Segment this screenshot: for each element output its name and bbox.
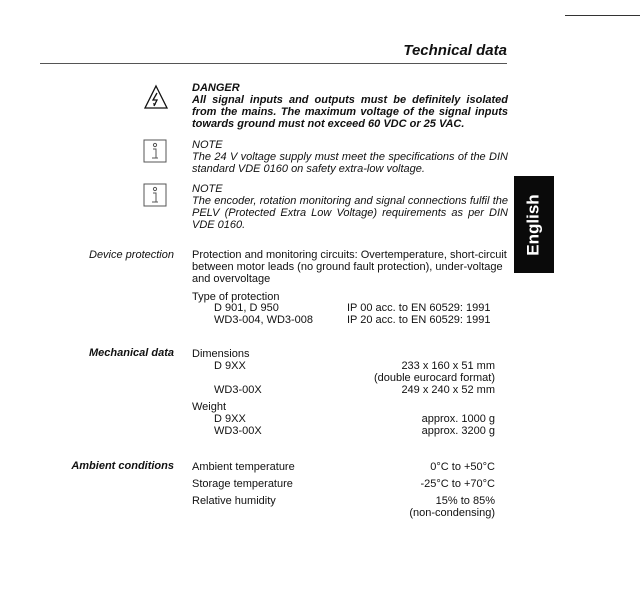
language-tab-label: English (524, 193, 543, 256)
ambient-conditions-label: Ambient conditions (71, 460, 174, 472)
note-2 (192, 183, 508, 231)
weight-model: WD3-00X (214, 425, 262, 437)
weight-title: Weight (192, 401, 227, 413)
danger-text: All signal inputs and outputs must be definitely isolated from the mains. The maximum voltage of the signal inputs towards ground must not exceed 60 VDC or 25 VAC. (192, 94, 508, 130)
protection-value: IP 00 acc. to EN 60529: 1991 (347, 302, 491, 314)
protection-type-title: Type of protection (192, 291, 280, 303)
protection-model: D 901, D 950 (214, 302, 279, 314)
danger-notice (192, 82, 508, 130)
dimension-value: 249 x 240 x 52 mm (401, 384, 495, 396)
page-title: Technical data (403, 42, 507, 59)
top-rule (565, 15, 640, 16)
dimension-note: (double eurocard format) (373, 372, 495, 384)
language-tab (514, 176, 554, 273)
dimensions-title: Dimensions (192, 348, 250, 360)
device-protection-description: Protection and monitoring circuits: Overtemperature, short-circuit between motor leads (no ground fault protection), under-voltage and overvoltage (192, 249, 507, 285)
dimension-model: D 9XX (214, 360, 246, 372)
ambient-row-value: 0°C to +50°C (430, 461, 495, 473)
protection-value: IP 20 acc. to EN 60529: 1991 (347, 314, 491, 326)
header-divider (40, 63, 507, 64)
mechanical-data-label: Mechanical data (89, 347, 174, 359)
info-icon (143, 183, 167, 212)
info-icon (143, 139, 167, 168)
device-protection-label: Device protection (89, 249, 174, 261)
ambient-row-name: Ambient temperature (192, 461, 295, 473)
note-1 (192, 139, 508, 175)
note-2-heading: NOTE (192, 183, 223, 195)
weight-value: approx. 3200 g (421, 425, 495, 437)
note-2-text: The encoder, rotation monitoring and signal connections fulfil the PELV (Protected Extra Low Voltage) requirements as per DIN VDE 0160. (192, 195, 508, 231)
ambient-row-name: Relative humidity (192, 495, 276, 507)
danger-heading: DANGER (192, 82, 240, 94)
ambient-row-name: Storage temperature (192, 478, 293, 490)
ambient-row-value: -25°C to +70°C (420, 478, 495, 490)
warning-lightning-icon (143, 84, 169, 115)
ambient-row-note: (non-condensing) (409, 507, 495, 519)
weight-value: approx. 1000 g (421, 413, 495, 425)
note-1-heading: NOTE (192, 139, 223, 151)
weight-model: D 9XX (214, 413, 246, 425)
protection-model: WD3-004, WD3-008 (214, 314, 314, 326)
dimension-value: 233 x 160 x 51 mm (401, 360, 495, 372)
ambient-row-value: 15% to 85% (435, 495, 495, 507)
dimension-model: WD3-00X (214, 384, 262, 396)
note-1-text: The 24 V voltage supply must meet the specifications of the DIN standard VDE 0160 on safety extra-low voltage. (192, 151, 508, 175)
